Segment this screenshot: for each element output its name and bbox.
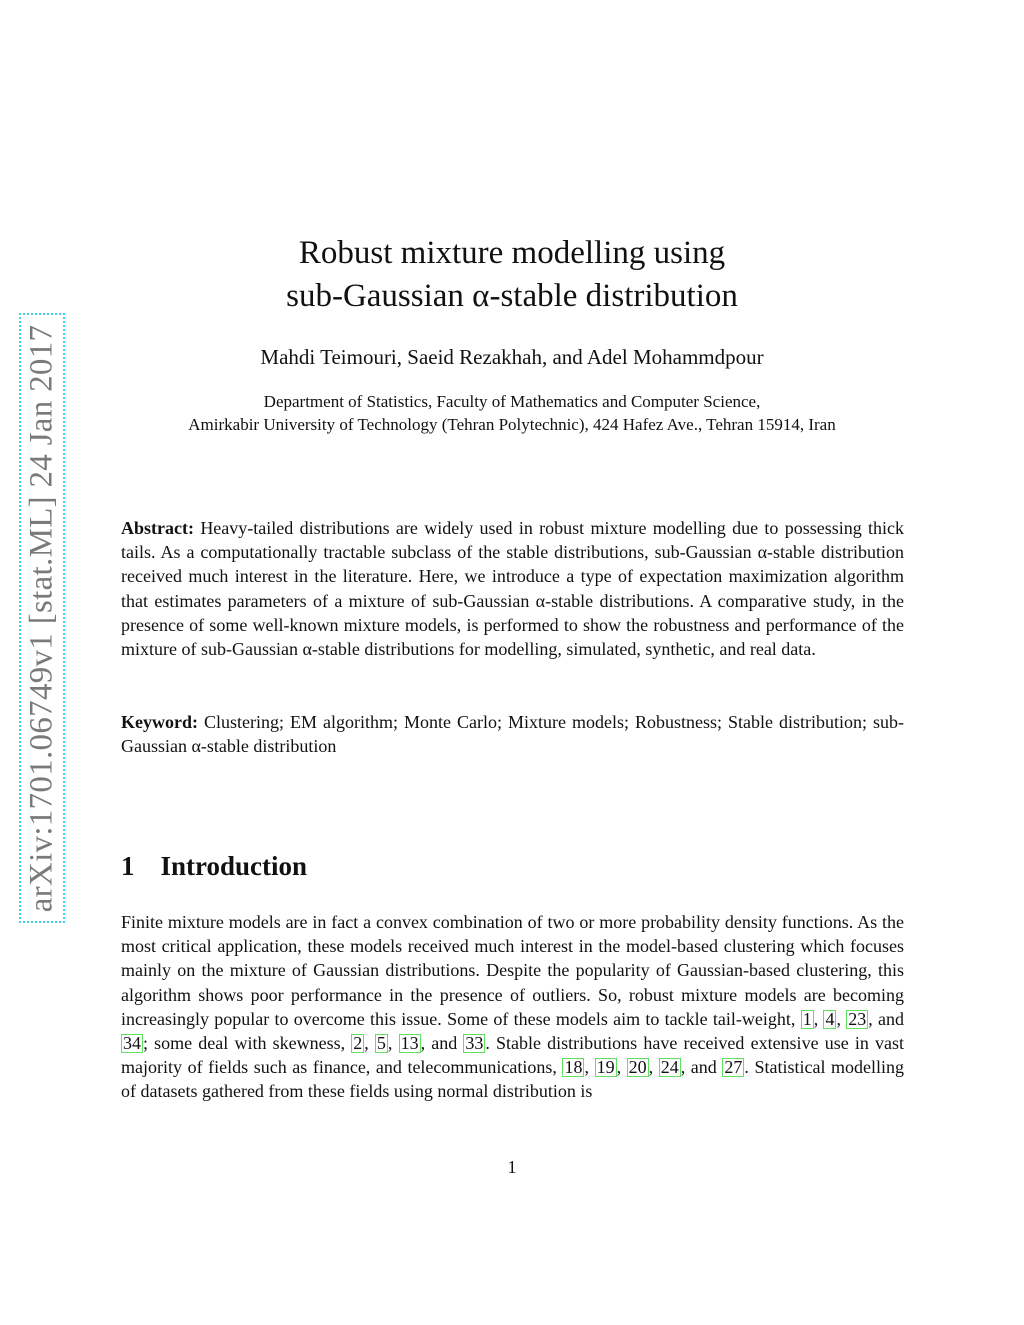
title-line-1: Robust mixture modelling using (298, 235, 726, 271)
section-title: Introduction (160, 851, 308, 881)
page-number: 1 (507, 1157, 517, 1177)
separator: , (616, 1057, 622, 1078)
intro-text-3: . Stable distributions have received extensive use in vast majority of fields such as finance, and telecommunications, (121, 1033, 905, 1078)
section-number: 1 (121, 851, 135, 881)
separator: , (813, 1008, 819, 1029)
separator: , and (420, 1033, 458, 1054)
separator: , (584, 1057, 589, 1078)
section-heading (121, 848, 307, 884)
citation-link[interactable]: 34 (123, 1033, 141, 1054)
keyword-label: Keyword: (121, 712, 198, 732)
separator: , (836, 1008, 841, 1029)
abstract (121, 516, 904, 661)
citation-link[interactable]: 23 (848, 1008, 867, 1029)
citation-link[interactable]: 13 (400, 1033, 419, 1054)
intro-text-4: . Statistical modelling of datasets gathered from these fields using normal distribution is (121, 1057, 905, 1102)
separator: , (648, 1057, 654, 1078)
separator: , (364, 1033, 369, 1054)
affiliation (0, 390, 1024, 436)
introduction-paragraph (121, 910, 904, 1104)
citation-link[interactable]: 4 (825, 1008, 835, 1029)
keyword-text: Clustering; EM algorithm; Monte Carlo; Mixture models; Robustness; Stable distribution; sub-Gaussian α-stable distribution (121, 712, 905, 757)
citation-link[interactable]: 27 (724, 1057, 743, 1078)
affiliation-line-2: Amirkabir University of Technology (Tehran Polytechnic), 424 Hafez Ave., Tehran 15914, Iran (188, 415, 836, 434)
citation-link[interactable]: 2 (353, 1033, 363, 1054)
affiliation-line-1: Department of Statistics, Faculty of Mathematics and Computer Science, (263, 392, 761, 411)
intro-text-1: Finite mixture models are in fact a convex combination of two or more probability density functions. As the most critical application, these models received much interest in the model-based clustering which focuses mainly on the mixture of Gaussian distributions. Despite the popularity of Gaussian-based clustering, this algorithm shows poor performance in the presence of outliers. So, robust mixture models are becoming increasingly popular to overcome this issue. Some of these models aim to tackle tail-weight, (121, 912, 904, 1029)
arxiv-id: arXiv:1701.06749v1 [stat.ML] 24 Jan 2017 (23, 324, 60, 912)
citation-link[interactable]: 33 (465, 1033, 484, 1054)
abstract-label: Abstract: (121, 518, 194, 538)
citation-link[interactable]: 1 (802, 1008, 812, 1029)
citation-link[interactable]: 24 (660, 1057, 679, 1078)
intro-text-2: ; some deal with skewness, (143, 1033, 346, 1054)
authors: Mahdi Teimouri, Saeid Rezakhah, and Adel Mohammdpour (260, 345, 764, 369)
separator: , (387, 1033, 393, 1054)
separator: , and (868, 1008, 905, 1029)
abstract-text: Heavy-tailed distributions are widely used in robust mixture modelling due to possessing thick tails. As a computationally tractable subclass of the stable distributions, sub-Gaussian α-stable distribution received much interest in the literature. Here, we introduce a type of expectation maximization algorithm that estimates parameters of a mixture of sub-Gaussian α-stable distributions. A comparative study, in the presence of some well-known mixture models, is performed to show the robustness and performance of the mixture of sub-Gaussian α-stable distributions for modelling, simulated, synthetic, and real data. (121, 518, 905, 660)
citation-link[interactable]: 18 (564, 1057, 583, 1078)
citation-link[interactable]: 5 (376, 1033, 386, 1054)
citation-link[interactable]: 19 (596, 1057, 615, 1078)
separator: , and (680, 1057, 717, 1078)
citation-link[interactable]: 20 (628, 1057, 647, 1078)
paper-title (0, 232, 1024, 318)
title-line-2: sub-Gaussian α-stable distribution (286, 278, 738, 314)
keywords (121, 710, 904, 758)
